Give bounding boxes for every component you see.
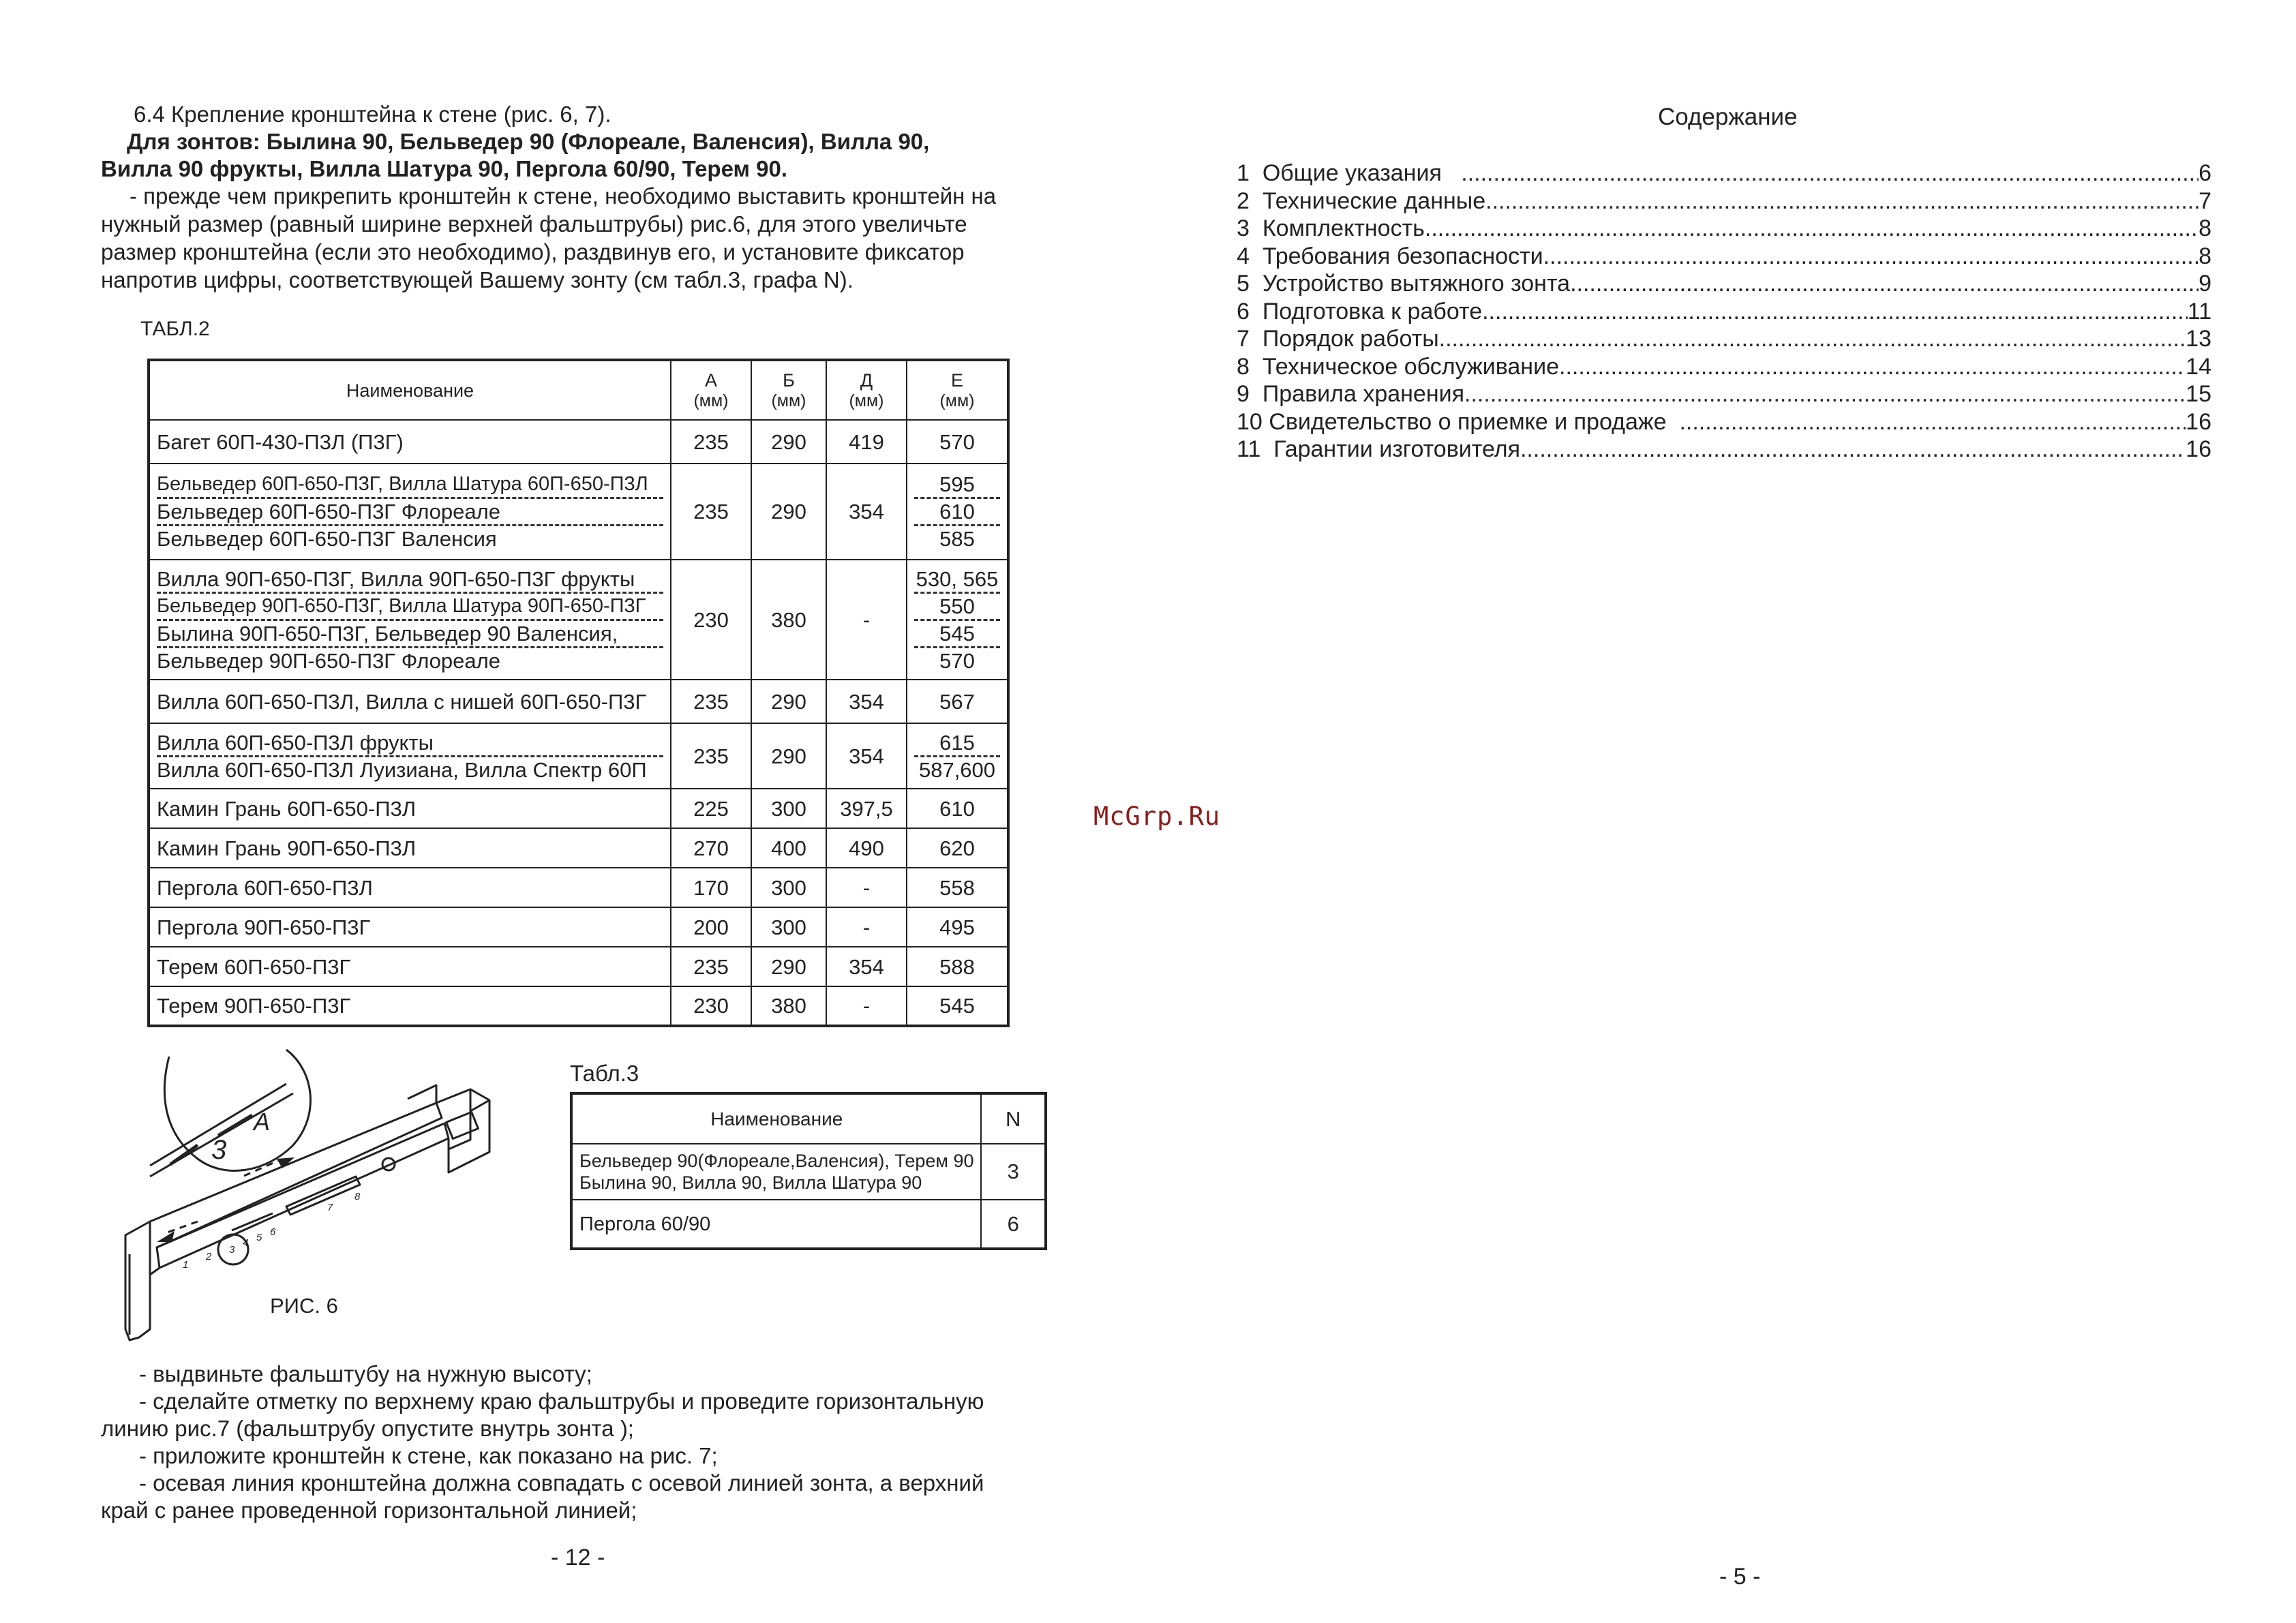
table3-header-name: Наименование	[571, 1093, 981, 1144]
cell-b: 300	[751, 868, 826, 907]
row-names: Пергола 90П-650-П3Г	[149, 907, 671, 947]
table3-caption: Табл.3	[570, 1061, 639, 1086]
table3-header-row	[571, 1093, 1046, 1144]
cell-e: 620	[907, 828, 1008, 868]
table3-header-n: N	[981, 1093, 1046, 1144]
table2-caption: ТАБЛ.2	[140, 318, 210, 340]
cell-d: 490	[826, 828, 907, 868]
table-row	[149, 986, 1008, 1026]
cell-d: -	[826, 907, 907, 947]
cell-b: 290	[751, 420, 826, 464]
table-row	[571, 1144, 1046, 1200]
cell-d: 354	[826, 947, 907, 986]
cell-e: 570	[907, 420, 1008, 464]
header-a: А (мм)	[671, 360, 751, 420]
scale-number-2: 2	[206, 1251, 212, 1262]
toc-item[interactable]: 1 Общие указания ..... 6	[1237, 160, 2211, 187]
cell-e: 588	[907, 947, 1008, 986]
cell-e: 615 587,600	[907, 723, 1008, 789]
figure-label-a: А	[254, 1108, 271, 1136]
cell-a: 230	[671, 560, 751, 680]
table-row	[149, 868, 1008, 907]
right-page-number: - 5 -	[1719, 1564, 1761, 1590]
cell-a: 230	[671, 986, 751, 1026]
header-b: Б (мм)	[751, 360, 826, 420]
toc-title: Содержание	[1658, 104, 1798, 130]
cell-e: 558	[907, 868, 1008, 907]
cell-b: 290	[751, 723, 826, 789]
cell-b: 290	[751, 947, 826, 986]
cell-a: 170	[671, 868, 751, 907]
cell-b: 300	[751, 907, 826, 947]
left-page-number: - 12 -	[551, 1545, 605, 1571]
cell-b: 380	[751, 986, 826, 1026]
cell-d: 354	[826, 680, 907, 723]
cell-a: 235	[671, 420, 751, 464]
table2	[147, 359, 1010, 1027]
bottom-line-3: - приложите кронштейн к стене, как показано на рис. 7;	[139, 1443, 718, 1468]
table-row	[149, 907, 1008, 947]
row-names: Терем 60П-650-П3Г	[149, 947, 671, 986]
cell-e: 530, 565 550 545 570	[907, 560, 1008, 680]
figure-caption: РИС. 6	[270, 1294, 338, 1318]
para-line-0: - прежде чем прикрепить кронштейн к стене, необходимо выставить кронштейн на	[130, 183, 997, 209]
cell-a: 200	[671, 907, 751, 947]
para-line-3: напротив цифры, соответствующей Вашему зонту (см табл.3, графа N).	[101, 267, 854, 292]
toc-item[interactable]: 2 Технические данные ..... 7	[1237, 187, 2211, 215]
para-line-1: нужный размер (равный ширине верхней фальштрубы) рис.6, для этого увеличьте	[101, 211, 967, 237]
table-row	[571, 1200, 1046, 1249]
cell-d: -	[826, 868, 907, 907]
scale-number-5: 5	[256, 1232, 262, 1243]
cell-a: 225	[671, 789, 751, 828]
table-of-contents	[1237, 160, 2211, 464]
bold-line-2: Вилла 90 фрукты, Вилла Шатура 90, Пергола 60/90, Терем 90.	[101, 156, 787, 181]
table2-header-row	[149, 360, 1008, 420]
scale-number-4: 4	[243, 1237, 249, 1249]
cell-a: 270	[671, 828, 751, 868]
table3	[570, 1092, 1047, 1250]
para-line-2: размер кронштейна (если это необходимо), раздвинув его, и установите фиксатор	[101, 239, 965, 264]
row-names: Багет 60П-430-П3Л (П3Г)	[149, 420, 671, 464]
cell-d: 419	[826, 420, 907, 464]
section-heading: 6.4 Крепление кронштейна к стене (рис. 6, 7).	[134, 102, 611, 127]
cell-b: 400	[751, 828, 826, 868]
table-row	[149, 464, 1008, 560]
row-names: Бельведер 60П-650-П3Г, Вилла Шатура 60П-650-П3Л Бельведер 60П-650-П3Г Флореале Бельведер 60П-650-П3Г Валенсия	[149, 464, 671, 560]
cell-b: 380	[751, 560, 826, 680]
header-d: Д (мм)	[826, 360, 907, 420]
toc-item[interactable]: 10 Свидетельство о приемке и продаже ..... 16	[1237, 408, 2211, 436]
row-names: Камин Грань 90П-650-П3Л	[149, 828, 671, 868]
toc-item[interactable]: 11 Гарантии изготовителя ..... 16	[1237, 436, 2211, 464]
figure-label-3: 3	[211, 1135, 227, 1165]
row-names: Вилла 90П-650-П3Г, Вилла 90П-650-П3Г фрукты Бельведер 90П-650-П3Г, Вилла Шатура 90П-650-П3Г Былина 90П-650-П3Г, Бельведер 90 Валенсия, Бельведер 90П-650-П3Г Флореале	[149, 560, 671, 680]
arrow-left-icon	[157, 1231, 175, 1242]
row-names: Камин Грань 60П-650-П3Л	[149, 789, 671, 828]
header-name: Наименование	[149, 360, 671, 420]
toc-item[interactable]: 8 Техническое обслуживание ..... 14	[1237, 353, 2211, 381]
cell-e: 495	[907, 907, 1008, 947]
table3-row-names: Пергола 60/90	[571, 1200, 981, 1249]
bottom-line-4: - осевая линия кронштейна должна совпадать с осевой линией зонта, а верхний	[139, 1470, 984, 1496]
row-names: Вилла 60П-650-П3Л, Вилла с нишей 60П-650-П3Г	[149, 680, 671, 723]
table-row	[149, 789, 1008, 828]
watermark: McGrp.Ru	[1093, 802, 1221, 831]
bottom-line-5: край с ранее проведенной горизонтальной линией;	[101, 1498, 637, 1523]
cell-d: 354	[826, 723, 907, 789]
bold-line-1: Для зонтов: Былина 90, Бельведер 90 (Флореале, Валенсия), Вилла 90,	[127, 129, 930, 154]
cell-e: 545	[907, 986, 1008, 1026]
cell-a: 235	[671, 680, 751, 723]
table-row	[149, 420, 1008, 464]
toc-item[interactable]: 4 Требования безопасности ..... 8	[1237, 243, 2211, 271]
cell-b: 290	[751, 464, 826, 560]
table-row	[149, 947, 1008, 986]
toc-item[interactable]: 3 Комплектность ..... 8	[1237, 215, 2211, 243]
table-row	[149, 828, 1008, 868]
cell-d: 354	[826, 464, 907, 560]
scale-number-1: 1	[183, 1259, 189, 1271]
cell-a: 235	[671, 723, 751, 789]
cell-d: -	[826, 560, 907, 680]
table-row	[149, 723, 1008, 789]
row-names: Пергола 60П-650-П3Л	[149, 868, 671, 907]
table-row	[149, 680, 1008, 723]
cell-a: 235	[671, 947, 751, 986]
toc-item[interactable]: 5 Устройство вытяжного зонта ..... 9	[1237, 270, 2211, 298]
scale-number-8: 8	[354, 1191, 361, 1202]
cell-e: 595 610 585	[907, 464, 1008, 560]
bottom-line-2: линию рис.7 (фальштрубу опустите внутрь зонта );	[101, 1416, 634, 1441]
toc-item[interactable]: 6 Подготовка к работе ..... 11	[1237, 298, 2211, 326]
row-names: Вилла 60П-650-П3Л фрукты Вилла 60П-650-П3Л Луизиана, Вилла Спектр 60П	[149, 723, 671, 789]
toc-item[interactable]: 9 Правила хранения ..... 15	[1237, 380, 2211, 408]
table-row	[149, 560, 1008, 680]
cell-d: -	[826, 986, 907, 1026]
row-names: Терем 90П-650-П3Г	[149, 986, 671, 1026]
scale-number-6: 6	[270, 1226, 276, 1238]
cell-a: 235	[671, 464, 751, 560]
header-e: Е (мм)	[907, 360, 1008, 420]
bottom-line-1: - сделайте отметку по верхнему краю фальштрубы и проведите горизонтальную	[139, 1389, 984, 1414]
table3-row-names: Бельведер 90(Флореале,Валенсия), Терем 90 Былина 90, Вилла 90, Вилла Шатура 90	[571, 1144, 981, 1200]
toc-item[interactable]: 7 Порядок работы ..... 13	[1237, 325, 2211, 353]
table3-cell-n: 3	[981, 1144, 1046, 1200]
bottom-line-0: - выдвиньте фальштубу на нужную высоту;	[139, 1361, 592, 1386]
table3-cell-n: 6	[981, 1200, 1046, 1249]
cell-b: 300	[751, 789, 826, 828]
cell-d: 397,5	[826, 789, 907, 828]
scale-number-3: 3	[229, 1244, 235, 1256]
cell-b: 290	[751, 680, 826, 723]
scale-number-7: 7	[327, 1202, 333, 1213]
cell-e: 567	[907, 680, 1008, 723]
cell-e: 610	[907, 789, 1008, 828]
